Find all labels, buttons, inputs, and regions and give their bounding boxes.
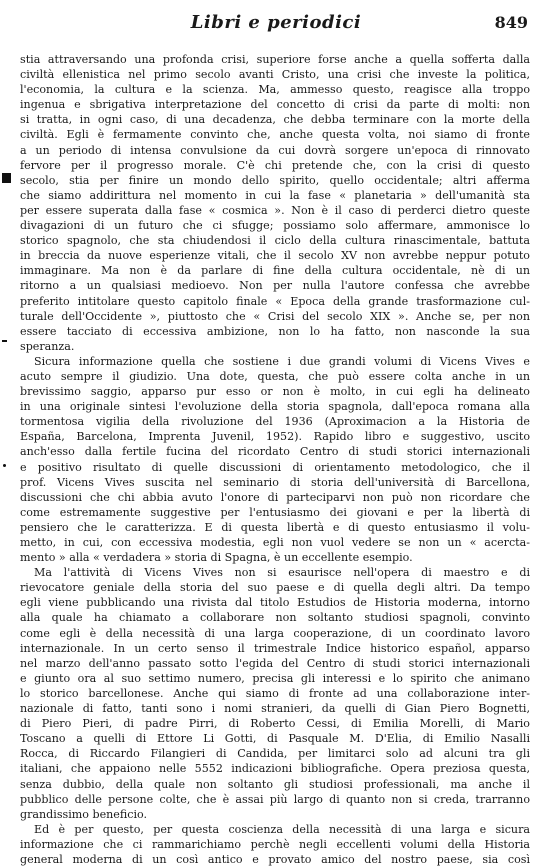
- text-line: essere tacciato di eccessiva ambizione, non lo ha fatto, non nasconde la sua: [20, 324, 530, 338]
- text-line: pubblico delle persone colte, che è assai più largo di quanto non si creda, trarranno: [20, 792, 530, 806]
- text-line: in una originale sintesi l'evoluzione della storia spagnola, dall'epoca romana alla: [20, 400, 530, 414]
- text-line: in breccia da nuove esperienze vitali, che il secolo XV non avrebbe neppur potuto: [20, 249, 530, 263]
- text-line: metto, in cui, con eccessiva modestia, egli non vuol vedere se non un « acercta-: [20, 536, 530, 549]
- text-line: Sicura informazione quella che sostiene i due grandi volumi di Vicens Vives e: [34, 354, 530, 368]
- text-line: e giunto ora al suo settimo numero, precisa gli interessi e lo spirito che animano: [20, 671, 530, 685]
- text-line: pensiero che le caratterizza. E di questa libertà e di questo entusiasmo il volu-: [20, 520, 530, 534]
- text-line: rievocatore geniale della storia del suo paese e di quella degli altri. Da tempo: [20, 581, 530, 595]
- body-text: [20, 52, 530, 867]
- text-line: nel marzo dell'anno passato sotto l'egida del Centro di studi storici internazionali: [20, 656, 530, 670]
- text-line: senza dubbio, della quale non soltanto gli studiosi professionali, ma anche il: [20, 777, 530, 791]
- text-line: per essere superata dalla fase « cosmica ». Non è il caso di perderci dietro queste: [20, 203, 530, 217]
- text-line: tormentosa vigilia della rivoluzione del 1936 (Aproximacion a la Historia de: [20, 415, 530, 429]
- text-line: alla quale ha chiamato a collaborare non soltanto studiosi spagnoli, convinto: [20, 611, 530, 625]
- text-line: grandissimo beneficio.: [20, 807, 148, 821]
- text-line: civiltà. Egli è fermamente convinto che, anche questa volta, noi siamo di fronte: [20, 128, 530, 142]
- text-line: immaginare. Ma non è da parlare di fine della cultura occidentale, nè di un: [20, 264, 530, 278]
- margin-mark: [3, 464, 6, 467]
- text-line: Ma l'attività di Vicens Vives non si esaurisce nell'opera di maestro e di: [34, 566, 530, 580]
- text-line: lo storico barcellonese. Anche qui siamo di fronte ad una collaborazione inter-: [20, 686, 530, 700]
- text-line: ingenua e sbrigativa interpretazione del concetto di crisi da parte di molti: non: [20, 98, 530, 112]
- text-line: stia attraversando una profonda crisi, superiore forse anche a quella sofferta dalla: [20, 53, 530, 66]
- text-line: egli viene pubblicando una rivista dal titolo Estudios de Historia moderna, intorno: [20, 596, 530, 610]
- text-line: preferito intitolare questo capitolo finale « Epoca della grande trasformazione cul-: [20, 294, 530, 308]
- page-number: 849: [494, 13, 528, 32]
- text-line: e positivo risultato di quelle discussioni di orientamento metodologico, che il: [20, 460, 530, 474]
- text-line: italiani, che appaiono nelle 5552 indicazioni bibliografiche. Opera preziosa questa,: [20, 762, 530, 776]
- text-line: divagazioni di un futuro che ci sfugge; possiamo solo affermare, ammonisce lo: [20, 219, 530, 233]
- text-line: a un periodo di intensa convulsione da cui dovrà sorgere un'epoca di rinnovato: [20, 143, 530, 157]
- text-line: discussioni che chi abbia avuto l'onore di parteciparvi non può non ricordare che: [20, 490, 530, 504]
- text-line: España, Barcelona, Imprenta Juvenil, 1952). Rapido libro e suggestivo, uscito: [20, 430, 530, 444]
- text-line: che siamo addirittura nel momento in cui la fase « planetaria » dell'umanità sta: [20, 188, 530, 202]
- text-line: fervore per il progresso morale. C'è chi pretende che, con la crisi di questo: [20, 158, 530, 172]
- running-title: Libri e periodici: [190, 12, 362, 33]
- text-line: prof. Vicens Vives suscita nel seminario di storia dell'università di Barcellona,: [20, 475, 530, 489]
- text-line: Ed è per questo, per questa coscienza della necessità di una larga e sicura: [34, 822, 530, 836]
- text-line: general moderna di un così antico e provato amico del nostro paese, sia così: [20, 852, 530, 866]
- text-line: si tratta, in ogni caso, di una decadenza, che debba terminare con la morte della: [20, 113, 530, 127]
- text-line: anch'esso dalla fertile fucina del ricordato Centro di studi storici internazionali: [20, 445, 530, 459]
- margin-mark: [2, 173, 11, 183]
- text-line: nazionale di fatto, tanti sono i nomi stranieri, da quelli di Gian Piero Bognetti,: [20, 702, 530, 716]
- text-line: ritorno a un qualsiasi medioevo. Non per nulla l'autore confessa che avrebbe: [20, 279, 530, 293]
- text-line: di Piero Pieri, di padre Pirri, di Roberto Cessi, di Emilia Morelli, di Mario: [20, 717, 530, 731]
- text-line: come egli è della necessità di una larga cooperazione, di un coordinato lavoro: [20, 626, 530, 640]
- text-line: come estremamente suggestive per l'entusiasmo dei giovani e per la libertà di: [20, 505, 530, 519]
- text-line: informazione che ci rammarichiamo perchè negli eccellenti volumi della Historia: [20, 837, 530, 851]
- text-line: mento » alla « verdadera » storia di Spagna, è un eccellente esempio.: [20, 551, 413, 565]
- text-line: Toscano a quelli di Ettore Li Gotti, di Pasquale M. D'Elia, di Emilio Nasalli: [20, 732, 530, 746]
- margin-mark: [2, 340, 7, 342]
- text-line: speranza.: [20, 339, 75, 353]
- text-line: l'economia, la cultura e la scienza. Ma, ammesso questo, reagisce alla troppo: [20, 83, 530, 97]
- text-line: secolo, stia per finire un mondo dello spirito, quello occidentale; altri afferma: [20, 173, 530, 187]
- text-line: internazionale. In un certo senso il trimestrale Indice historico español, apparso: [20, 641, 530, 655]
- running-header: [20, 12, 532, 34]
- text-line: civiltà ellenistica nel primo secolo avanti Cristo, una crisi che investe la politica,: [20, 68, 530, 82]
- text-line: brevissimo saggio, apparso pur esso or non è molto, in cui egli ha delineato: [20, 385, 530, 399]
- text-line: storico spagnolo, che sta chiudendosi il ciclo della cultura rinascimentale, battuta: [20, 234, 530, 248]
- text-line: acuto sempre il giudizio. Una dote, questa, che può essere colta anche in un: [20, 369, 530, 383]
- text-line: turale dell'Occidente », piuttosto che « Crisi del secolo XIX ». Anche se, per non: [20, 309, 530, 323]
- text-line: Rocca, di Riccardo Filangieri di Candida, per limitarci solo ad alcuni tra gli: [20, 747, 530, 761]
